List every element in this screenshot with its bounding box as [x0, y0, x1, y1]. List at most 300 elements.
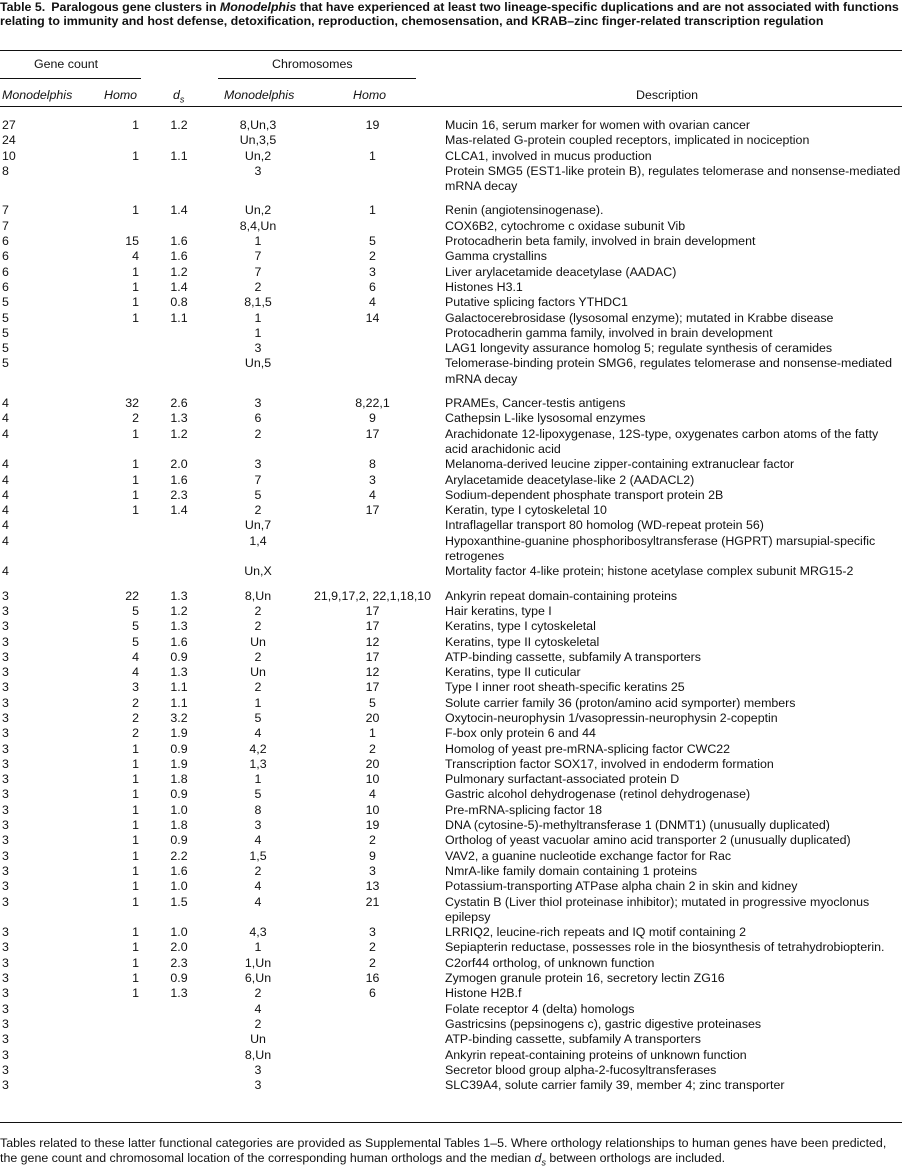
cell-monodelphis-count: 3 [2, 603, 9, 618]
table-row [0, 311, 902, 326]
cell-homo-count: 1 [132, 487, 139, 502]
cell-ds: 1.0 [170, 925, 188, 940]
table-row [0, 411, 902, 426]
table-row [0, 356, 902, 387]
cell-description: Arachidonate 12-lipoxygenase, 12S-type, oxygenates carbon atoms of the fatty acid arachidonic acid [445, 426, 879, 456]
footnote-ds-sub: s [541, 1157, 546, 1168]
table-row [0, 1002, 902, 1017]
cell-homo-count [62, 564, 142, 579]
table-footnote [0, 1136, 902, 1170]
cell-homo-chromosomes [300, 133, 445, 148]
cell-homo-count [62, 164, 142, 195]
cell-monodelphis-count: 3 [2, 802, 9, 817]
cell-homo-chromosomes: 4 [369, 295, 376, 310]
cell-homo-count: 1 [132, 818, 139, 833]
cell-ds: 1.6 [170, 472, 188, 487]
table-row [0, 818, 902, 833]
table-row [0, 518, 902, 533]
cell-ds: 1.8 [170, 818, 188, 833]
cell-ds: 1.0 [170, 879, 188, 894]
table-row [0, 427, 902, 458]
cell-homo-count [62, 534, 142, 565]
cell-description: PRAMEs, Cancer-testis antigens [445, 396, 626, 411]
cell-ds: 1.4 [170, 203, 188, 218]
top-rule [0, 50, 902, 51]
cell-monodelphis-count: 3 [2, 863, 9, 878]
cell-monodelphis-chromosomes: 6 [254, 411, 262, 426]
cell-ds: 0.9 [170, 833, 188, 848]
cell-monodelphis-chromosomes: 2 [254, 1016, 262, 1031]
cell-homo-count: 1 [132, 203, 139, 218]
cell-homo-count: 1 [132, 426, 139, 441]
table-row [0, 925, 902, 940]
cell-monodelphis-count: 6 [2, 279, 9, 294]
cell-description: Keratins, type I cytoskeletal [445, 619, 596, 634]
header-gene-count: Gene count [34, 57, 99, 71]
cell-monodelphis-chromosomes: 4 [254, 1001, 262, 1016]
cell-monodelphis-count: 3 [2, 588, 9, 603]
cell-homo-count: 1 [132, 940, 139, 955]
cell-ds: 1.2 [170, 426, 188, 441]
cell-ds [142, 219, 216, 234]
cell-homo-chromosomes: 5 [369, 695, 376, 710]
cell-ds: 1.5 [170, 894, 188, 909]
cell-ds: 1.0 [170, 802, 188, 817]
caption-text-post: that have experienced at least two lineage-specific duplications and are not associated with functions relating to immunity and host defense, detoxification, reproduction, chemosensation, and KRAB–zinc finger-related transcription regulation [0, 0, 899, 29]
cell-ds: 0.9 [170, 649, 188, 664]
cell-homo-chromosomes: 2 [369, 833, 376, 848]
footnote-text-pre: Tables related to these latter functional categories are provided as Supplemental Tables 1–5. Where orthology relationships to human genes have been predicted, the gene count and chromosomal location of the corresponding human orthologs and the median [0, 1136, 887, 1165]
table-row [0, 787, 902, 802]
cell-monodelphis-chromosomes: 1,Un [244, 955, 272, 970]
cell-homo-chromosomes [300, 326, 445, 341]
table-row [0, 680, 902, 695]
cell-monodelphis-chromosomes: 1 [254, 325, 262, 340]
cell-monodelphis-chromosomes: 3 [254, 396, 262, 411]
table-row [0, 265, 902, 280]
cell-monodelphis-chromosomes: Un,2 [244, 203, 272, 218]
cell-homo-chromosomes: 13 [365, 879, 380, 894]
header-homo-count: Homo [104, 88, 138, 102]
cell-homo-chromosomes: 9 [369, 848, 376, 863]
cell-monodelphis-count: 3 [2, 971, 9, 986]
cell-monodelphis-chromosomes: 4 [254, 726, 262, 741]
cell-homo-count: 2 [132, 695, 139, 710]
cell-ds [142, 1002, 216, 1017]
cell-homo-count: 1 [132, 971, 139, 986]
cell-ds [142, 564, 216, 579]
cell-ds: 1.9 [170, 756, 188, 771]
table-row [0, 1032, 902, 1047]
cell-monodelphis-chromosomes: Un,7 [244, 518, 272, 533]
header-ds-sub: s [179, 94, 185, 105]
table-row [0, 711, 902, 726]
cell-ds: 0.9 [170, 971, 188, 986]
table-row [0, 604, 902, 619]
cell-homo-count: 1 [132, 802, 139, 817]
cell-ds: 1.6 [170, 634, 188, 649]
cell-homo-count: 2 [132, 726, 139, 741]
cell-description: Protocadherin gamma family, involved in brain development [445, 325, 773, 340]
cell-monodelphis-count: 5 [2, 356, 9, 371]
cell-description: Sepiapterin reductase, possesses role in the biosynthesis of tetrahydrobiopterin. [445, 940, 885, 955]
cell-homo-count [62, 1048, 142, 1063]
cell-homo-chromosomes: 1 [369, 203, 376, 218]
cell-homo-count: 22 [125, 588, 139, 603]
cell-monodelphis-chromosomes: 2 [254, 680, 262, 695]
cell-homo-count: 1 [132, 787, 139, 802]
table-row [0, 864, 902, 879]
cell-ds: 0.8 [170, 295, 188, 310]
cell-homo-chromosomes [300, 1048, 445, 1063]
cell-monodelphis-count: 5 [2, 295, 9, 310]
cell-ds: 2.0 [170, 940, 188, 955]
cell-ds [142, 1032, 216, 1047]
table-body [0, 118, 902, 1093]
cell-ds [142, 326, 216, 341]
cell-description: ATP-binding cassette, subfamily A transporters [445, 1032, 701, 1047]
table-row [0, 326, 902, 341]
cell-homo-chromosomes: 2 [369, 741, 376, 756]
cell-description: Putative splicing factors YTHDC1 [445, 295, 628, 310]
cell-ds [142, 518, 216, 533]
cell-monodelphis-chromosomes: 2 [254, 619, 262, 634]
cell-ds: 1.1 [170, 310, 188, 325]
header-homo-chr: Homo [353, 88, 387, 102]
cell-monodelphis-chromosomes: 5 [254, 787, 262, 802]
cell-description: Homolog of yeast pre-mRNA-splicing factor CWC22 [445, 741, 731, 756]
table-row [0, 971, 902, 986]
cell-ds: 1.6 [170, 863, 188, 878]
cell-description: LAG1 longevity assurance homolog 5; regulate synthesis of ceramides [445, 341, 833, 356]
cell-homo-chromosomes: 21 [365, 894, 380, 909]
cell-monodelphis-chromosomes: 6,Un [244, 971, 272, 986]
table-row [0, 849, 902, 864]
cell-homo-chromosomes: 20 [365, 756, 380, 771]
cell-ds: 1.3 [170, 411, 188, 426]
table-row [0, 879, 902, 894]
table-caption [0, 0, 900, 28]
table-row [0, 280, 902, 295]
cell-homo-chromosomes: 17 [365, 503, 380, 518]
cell-ds: 1.3 [170, 588, 188, 603]
header-ds [173, 88, 184, 106]
cell-monodelphis-count: 24 [2, 133, 16, 148]
cell-description: Keratins, type II cytoskeletal [445, 634, 600, 649]
cell-homo-count: 1 [132, 955, 139, 970]
cell-homo-count: 1 [132, 295, 139, 310]
table-row [0, 696, 902, 711]
cell-monodelphis-chromosomes: 2 [254, 603, 262, 618]
cell-homo-count: 1 [132, 879, 139, 894]
cell-monodelphis-chromosomes: 3 [254, 1062, 262, 1077]
cell-monodelphis-chromosomes: 7 [254, 472, 262, 487]
cell-monodelphis-chromosomes: 3 [254, 1078, 262, 1093]
cell-ds: 2.3 [170, 487, 188, 502]
cell-homo-chromosomes: 17 [365, 619, 380, 634]
cell-monodelphis-chromosomes: 4 [254, 879, 262, 894]
cell-description: Pulmonary surfactant-associated protein D [445, 772, 680, 787]
table-row [0, 1048, 902, 1063]
cell-description: C2orf44 ortholog, of unknown function [445, 955, 655, 970]
cell-monodelphis-count: 5 [2, 341, 9, 356]
cell-homo-chromosomes: 2 [369, 249, 376, 264]
cell-description: Telomerase-binding protein SMG6, regulates telomerase and nonsense-mediated mRNA decay [445, 356, 893, 386]
cell-homo-chromosomes: 12 [365, 634, 380, 649]
cell-homo-chromosomes: 17 [365, 649, 380, 664]
table-row [0, 665, 902, 680]
cell-monodelphis-count: 5 [2, 325, 9, 340]
cell-ds: 0.9 [170, 741, 188, 756]
cell-description: Ankyrin repeat-containing proteins of unknown function [445, 1047, 747, 1062]
cell-monodelphis-chromosomes: 1,4 [249, 533, 267, 548]
cell-homo-chromosomes [300, 1002, 445, 1017]
cell-homo-count [62, 1063, 142, 1078]
table-row [0, 341, 902, 356]
cell-ds [142, 1063, 216, 1078]
cell-homo-chromosomes [300, 518, 445, 533]
cell-homo-count: 1 [132, 279, 139, 294]
cell-ds: 1.6 [170, 249, 188, 264]
cell-monodelphis-chromosomes: Un,3,5 [239, 133, 277, 148]
cell-monodelphis-count: 7 [2, 218, 9, 233]
cell-homo-count: 1 [132, 118, 139, 132]
cell-ds [142, 164, 216, 195]
header-monodelphis-chr: Monodelphis [224, 88, 295, 102]
table-row [0, 619, 902, 634]
cell-monodelphis-chromosomes: 1 [254, 310, 262, 325]
cell-ds [142, 534, 216, 565]
cell-description: Mortality factor 4-like protein; histone acetylase complex subunit MRG15-2 [445, 564, 854, 579]
cell-ds: 1.3 [170, 619, 188, 634]
cell-homo-count: 2 [132, 710, 139, 725]
cell-monodelphis-chromosomes: 4 [254, 894, 262, 909]
cell-monodelphis-count: 3 [2, 1062, 9, 1077]
cell-homo-count: 4 [132, 249, 139, 264]
cell-description: Hair keratins, type I [445, 603, 552, 618]
table-row [0, 457, 902, 472]
cell-ds: 1.1 [170, 695, 188, 710]
cell-monodelphis-count: 3 [2, 710, 9, 725]
header-description: Description [636, 88, 698, 102]
cell-description: Mucin 16, serum marker for women with ovarian cancer [445, 118, 751, 132]
cell-description: Potassium-transporting ATPase alpha chain 2 in skin and kidney [445, 879, 798, 894]
cell-monodelphis-chromosomes: 3 [254, 457, 262, 472]
cell-homo-chromosomes: 2 [369, 940, 376, 955]
cell-homo-count: 1 [132, 986, 139, 1001]
cell-homo-chromosomes: 5 [369, 234, 376, 249]
cell-ds: 2.6 [170, 396, 188, 411]
cell-monodelphis-chromosomes: 2 [254, 503, 262, 518]
cell-ds [142, 133, 216, 148]
cell-description: Ankyrin repeat domain-containing proteins [445, 588, 678, 603]
cell-ds: 1.3 [170, 986, 188, 1001]
cell-monodelphis-count: 3 [2, 756, 9, 771]
cell-monodelphis-chromosomes: 3 [254, 163, 262, 178]
cell-homo-chromosomes [300, 356, 445, 387]
cell-monodelphis-chromosomes: 2 [254, 863, 262, 878]
cell-monodelphis-count: 3 [2, 649, 9, 664]
cell-monodelphis-chromosomes: 8,Un [244, 1047, 272, 1062]
cell-description: Arylacetamide deacetylase-like 2 (AADACL2) [445, 472, 695, 487]
cell-homo-chromosomes: 14 [365, 310, 380, 325]
table-row [0, 564, 902, 579]
cell-monodelphis-count: 8 [2, 163, 9, 178]
cell-homo-chromosomes: 10 [365, 802, 380, 817]
cell-monodelphis-chromosomes: 1 [254, 772, 262, 787]
header-monodelphis-count: Monodelphis [2, 88, 73, 102]
cell-monodelphis-count: 3 [2, 1001, 9, 1016]
cell-homo-count [62, 133, 142, 148]
cell-homo-chromosomes: 6 [369, 279, 376, 294]
cell-monodelphis-count: 10 [2, 148, 16, 163]
cell-description: Keratin, type I cytoskeletal 10 [445, 503, 607, 518]
cell-monodelphis-count: 4 [2, 396, 9, 411]
table-row [0, 387, 902, 411]
cell-monodelphis-count: 6 [2, 249, 9, 264]
cell-homo-count: 1 [132, 503, 139, 518]
cell-monodelphis-chromosomes: 4 [254, 833, 262, 848]
cell-description: Gastric alcohol dehydrogenase (retinol dehydrogenase) [445, 787, 751, 802]
cell-homo-chromosomes [300, 1032, 445, 1047]
cell-ds [142, 1017, 216, 1032]
cell-monodelphis-chromosomes: 8,1,5 [244, 295, 272, 310]
cell-monodelphis-chromosomes: Un [250, 665, 266, 680]
table-row [0, 118, 902, 133]
cell-homo-count: 4 [132, 649, 139, 664]
cell-homo-count: 1 [132, 472, 139, 487]
cell-homo-chromosomes: 12 [365, 665, 380, 680]
cell-homo-count: 5 [132, 603, 139, 618]
cell-homo-chromosomes: 10 [365, 772, 380, 787]
cell-monodelphis-chromosomes: 5 [254, 487, 262, 502]
header-rule [0, 106, 902, 107]
cell-ds: 1.2 [170, 264, 188, 279]
cell-monodelphis-count: 3 [2, 772, 9, 787]
cell-monodelphis-chromosomes: Un,X [244, 564, 272, 579]
table-row [0, 650, 902, 665]
cell-homo-chromosomes [300, 1017, 445, 1032]
cell-monodelphis-chromosomes: 2 [254, 279, 262, 294]
cell-monodelphis-chromosomes: 5 [254, 710, 262, 725]
cell-homo-count: 5 [132, 619, 139, 634]
cell-monodelphis-count: 3 [2, 619, 9, 634]
cell-monodelphis-count: 3 [2, 1078, 9, 1093]
cell-monodelphis-count: 3 [2, 940, 9, 955]
cell-monodelphis-chromosomes: 3 [254, 818, 262, 833]
cell-description: Gastricsins (pepsinogens c), gastric digestive proteinases [445, 1016, 762, 1031]
cell-homo-chromosomes [300, 1063, 445, 1078]
cell-description: Intraflagellar transport 80 homolog (WD-repeat protein 56) [445, 518, 764, 533]
cell-description: Solute carrier family 36 (proton/amino acid symporter) members [445, 695, 796, 710]
header-chromosomes: Chromosomes [272, 57, 353, 71]
cell-ds: 1.8 [170, 772, 188, 787]
cell-monodelphis-count: 3 [2, 741, 9, 756]
cell-homo-chromosomes: 9 [369, 411, 376, 426]
cell-homo-count: 3 [132, 680, 139, 695]
cell-description: Zymogen granule protein 16, secretory lectin ZG16 [445, 971, 725, 986]
cell-description: CLCA1, involved in mucus production [445, 148, 652, 163]
table-row [0, 149, 902, 164]
table-row [0, 833, 902, 848]
cell-homo-chromosomes: 3 [369, 472, 376, 487]
cell-homo-count [62, 219, 142, 234]
cell-description: Cathepsin L-like lysosomal enzymes [445, 411, 646, 426]
caption-species: Monodelphis [219, 0, 297, 14]
cell-homo-count: 1 [132, 457, 139, 472]
table-row [0, 488, 902, 503]
cell-monodelphis-count: 3 [2, 726, 9, 741]
cell-monodelphis-chromosomes: 1 [254, 940, 262, 955]
table-row [0, 895, 902, 926]
cell-homo-count: 2 [132, 411, 139, 426]
cell-monodelphis-count: 3 [2, 634, 9, 649]
cell-description: Transcription factor SOX17, involved in endoderm formation [445, 756, 774, 771]
cell-monodelphis-chromosomes: 1 [254, 695, 262, 710]
cell-homo-chromosomes: 3 [369, 863, 376, 878]
cell-homo-count: 1 [132, 894, 139, 909]
cell-homo-chromosomes [300, 534, 445, 565]
cell-homo-count [62, 1017, 142, 1032]
cell-description: Pre-mRNA-splicing factor 18 [445, 802, 602, 817]
table-row [0, 635, 902, 650]
cell-description: Ortholog of yeast vacuolar amino acid transporter 2 (unusually duplicated) [445, 833, 851, 848]
cell-description: Galactocerebrosidase (lysosomal enzyme); mutated in Krabbe disease [445, 310, 834, 325]
cell-monodelphis-count: 3 [2, 1032, 9, 1047]
table-row [0, 803, 902, 818]
cell-description: Sodium-dependent phosphate transport protein 2B [445, 487, 724, 502]
cell-description: Keratins, type II cuticular [445, 665, 581, 680]
cell-description: Folate receptor 4 (delta) homologs [445, 1001, 635, 1016]
cell-ds: 0.9 [170, 787, 188, 802]
cell-monodelphis-chromosomes: 2 [254, 649, 262, 664]
cell-homo-count [62, 1078, 142, 1093]
cell-ds: 1.6 [170, 234, 188, 249]
cell-homo-chromosomes: 8,22,1 [355, 396, 390, 411]
cell-homo-count: 1 [132, 264, 139, 279]
cell-ds: 1.4 [170, 503, 188, 518]
cell-ds [142, 1078, 216, 1093]
cell-homo-chromosomes: 6 [369, 986, 376, 1001]
cell-homo-chromosomes: 1 [369, 726, 376, 741]
cell-monodelphis-count: 3 [2, 879, 9, 894]
cell-description: Mas-related G-protein coupled receptors, implicated in nociception [445, 133, 810, 148]
cell-monodelphis-chromosomes: Un [250, 634, 266, 649]
cell-monodelphis-count: 3 [2, 665, 9, 680]
cell-monodelphis-count: 4 [2, 457, 9, 472]
table-row [0, 473, 902, 488]
cell-monodelphis-chromosomes: 8,Un [244, 588, 272, 603]
cell-description: DNA (cytosine-5)-methyltransferase 1 (DNMT1) (unusually duplicated) [445, 818, 830, 833]
cell-homo-count: 1 [132, 148, 139, 163]
cell-ds: 2.2 [170, 848, 188, 863]
cell-ds [142, 1048, 216, 1063]
table-row [0, 956, 902, 971]
cell-monodelphis-chromosomes: 2 [254, 426, 262, 441]
cell-monodelphis-count: 3 [2, 894, 9, 909]
cell-monodelphis-count: 3 [2, 787, 9, 802]
table-row [0, 133, 902, 148]
cell-homo-chromosomes: 21,9,17,2, 22,1,18,10 [313, 588, 432, 603]
cell-description: LRRIQ2, leucine-rich repeats and IQ motif containing 2 [445, 925, 746, 940]
cell-description: Oxytocin-neurophysin 1/vasopressin-neurophysin 2-copeptin [445, 710, 778, 725]
table-row [0, 249, 902, 264]
cell-homo-chromosomes: 2 [369, 955, 376, 970]
cell-homo-count [62, 1032, 142, 1047]
cell-monodelphis-count: 4 [2, 487, 9, 502]
cell-monodelphis-count: 3 [2, 925, 9, 940]
cell-homo-chromosomes: 4 [369, 787, 376, 802]
